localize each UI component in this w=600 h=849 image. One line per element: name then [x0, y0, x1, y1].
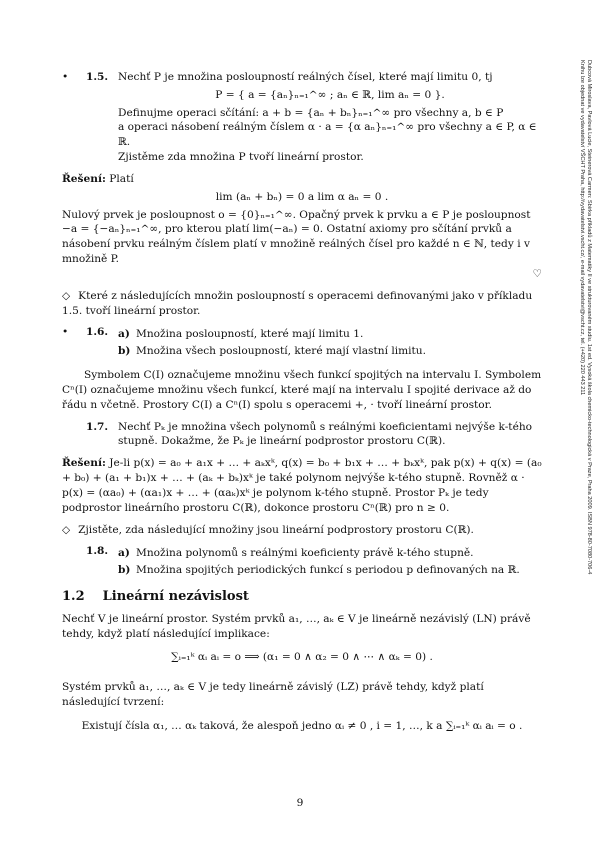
- item-text: Množina polynomů s reálnými koeficienty právě k-tého stupně.: [136, 547, 474, 560]
- item-text: Množina posloupností, které mají limitu 1.: [136, 328, 364, 341]
- example-text: Nechť Pₖ je množina všech polynomů s reálnými koeficientami nejvýše k-tého stupně. Dokažme, že Pₖ je lineární podprostor prostoru C(ℝ).: [118, 420, 533, 448]
- scalar-definition: a operaci násobení reálným číslem α · a = {α aₙ}ₙ₌₁^∞ pro všechny a ∈ P, α ∈ ℝ.: [118, 121, 537, 149]
- solution-text: Je-li p(x) = a₀ + a₁x + … + aₖxᵏ, q(x) = b₀ + b₁x + … + bₖxᵏ, pak p(x) + q(x) = (a₀ + b₀) + (a₁ + b₁)x + … + (aₖ + bₖ)xᵏ je také polynom nejvýše k-tého stupně. Rovněž α · p(x) = (αa₀) + (αa₁)x + … + (αaₖ)xᵏ je polynom k-tého stupně. Prostor Pₖ je tedy podprostor lineárního prostoru C(ℝ), dokonce prostoru Cⁿ(ℝ) pro n ≥ 0.: [62, 457, 542, 514]
- task-2: [62, 523, 542, 538]
- solution-1-7: [62, 456, 542, 515]
- addition-definition: Definujme operaci sčítání: a + b = {aₙ + bₙ}ₙ₌₁^∞ pro všechny a, b ∈ P: [118, 106, 504, 119]
- ln-definition: Nechť V je lineární prostor. Systém prvků a₁, …, aₖ ∈ V je lineárně nezávislý (LN) právě tehdy, když platí následující implikace:: [62, 613, 531, 641]
- diamond-icon: ◇: [62, 289, 71, 302]
- solution-label: Řešení:: [62, 457, 106, 470]
- solution-intro: Platí: [109, 172, 134, 185]
- item-label: b): [118, 345, 131, 358]
- item-text: Množina spojitých periodických funkcí s periodou p definovaných na ℝ.: [136, 564, 520, 577]
- example-1-5: [62, 70, 542, 165]
- example-number: 1.6.: [86, 326, 109, 339]
- page-content: [62, 70, 542, 744]
- diamond-icon: ◇: [62, 523, 71, 536]
- citation-line-1: Dubcová Miroslava, Pavlová Lucie, Steinerová Carmen: Sbírka příkladů z Matematiky II ve strukturovaném studiu. 1st ed. Vysoká škola chemicko-technologická v Praze, Praha 2009. ISBN 978-80-7080-706-4: [586, 60, 592, 575]
- example-number: 1.5.: [86, 71, 109, 83]
- lz-definition: Systém prvků a₁, …, aₖ ∈ V je tedy lineárně závislý (LZ) právě tehdy, když platí následující tvrzení:: [62, 680, 484, 708]
- limit-formula: lim (aₙ + bₙ) = 0 a lim α aₙ = 0 .: [215, 190, 389, 203]
- solution-1-5: [62, 172, 542, 187]
- solution-label: Řešení:: [62, 172, 106, 185]
- citation-line-2: Knihu lze objednat ve vydavatelství VŠCHT Praha, http://vydavatelstvi.vscht.cz/, e-mail vydavatelstvi@vscht.cz, tel. (+420) 220 443 211: [578, 60, 585, 396]
- ln-formula: ∑ᵢ₌₁ᵏ αᵢ aᵢ = o ⟹ (α₁ = 0 ∧ α₂ = 0 ∧ ⋯ ∧ αₖ = 0) .: [171, 650, 433, 663]
- task-text: Zjistěte, zda následující množiny jsou lineární podprostory prostoru C(ℝ).: [78, 523, 474, 536]
- example-1-7: [62, 420, 542, 450]
- bullet: •: [62, 326, 69, 339]
- example-number: 1.8.: [86, 545, 109, 558]
- example-question: Zjistěme zda množina P tvoří lineární prostor.: [118, 151, 364, 164]
- task-1: [62, 289, 542, 319]
- example-1-6: [62, 325, 542, 361]
- task-text: Které z následujících množin posloupností s operacemi definovanými jako v příkladu 1.5. tvoří lineární prostor.: [62, 289, 533, 317]
- section-heading: [62, 588, 542, 606]
- example-text: Nechť P je množina posloupností reálných čísel, které mají limitu 0, tj: [118, 71, 493, 83]
- bullet: •: [62, 71, 69, 83]
- definition-paragraph: Symbolem C(I) označujeme množinu všech funkcí spojitých na intervalu I. Symbolem Cⁿ(I) označujeme množinu všech funkcí, které mají na intervalu I spojité derivace až do řádu n včetně. Prostory C(I) a Cⁿ(I) spolu s operacemi +, · tvoří lineární prostor.: [62, 369, 542, 411]
- item-label: b): [118, 564, 131, 577]
- end-mark: ♡: [532, 267, 542, 280]
- citation-sidebar: [568, 60, 598, 820]
- section-number: 1.2: [62, 589, 85, 605]
- lz-formula: Existují čísla α₁, … αₖ taková, že alespoň jedno αᵢ ≠ 0 , i = 1, …, k a ∑ᵢ₌₁ᵏ αᵢ aᵢ = o .: [81, 720, 523, 733]
- page-number: 9: [296, 797, 304, 809]
- solution-paragraph: Nulový prvek je posloupnost o = {0}ₙ₌₁^∞. Opačný prvek k prvku a ∈ P je posloupnost −a = {−aₙ}ₙ₌₁^∞, pro kterou platí lim(−aₙ) = 0. Ostatní axiomy pro sčítání prvků a násobení prvku reálným číslem platí v množině reálných čísel pro každé n ∈ ℕ, tedy i v množině P.: [62, 208, 531, 266]
- item-label: a): [118, 328, 130, 341]
- item-text: Množina všech posloupností, které mají vlastní limitu.: [136, 345, 426, 358]
- set-definition: P = { a = {aₙ}ₙ₌₁^∞ ; aₙ ∈ ℝ, lim aₙ = 0 }.: [215, 88, 445, 101]
- example-number: 1.7.: [86, 420, 109, 433]
- example-1-8: [62, 544, 542, 580]
- section-title: Lineární nezávislost: [102, 589, 249, 605]
- item-label: a): [118, 547, 130, 560]
